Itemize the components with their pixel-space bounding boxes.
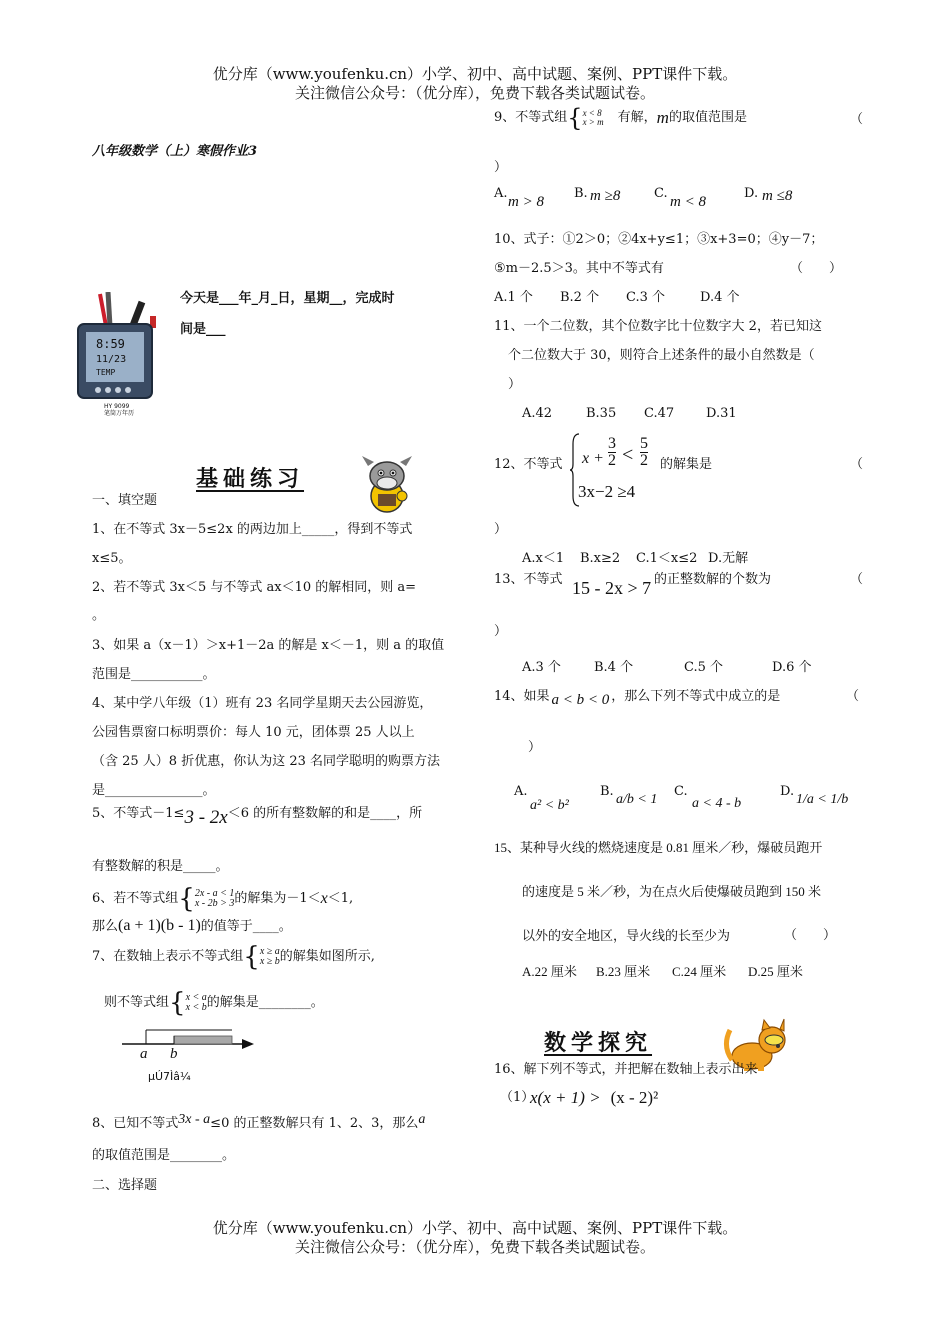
q5-expression: 3 - 2x <box>184 807 228 828</box>
section-basic-title: 基础练习 <box>196 466 305 492</box>
q1-line-2: x≤5。 <box>92 551 132 566</box>
q7-label-a: a <box>140 1046 148 1062</box>
section-explore-title: 数学探究 <box>544 1030 653 1056</box>
q13-option-a: A.3 个 <box>522 660 561 675</box>
q9-option-a: m > 8 <box>508 194 544 210</box>
q13-option-d: D.6 个 <box>772 660 812 675</box>
q11-option-c: C.47 <box>644 406 675 421</box>
q5-line-1: 5、不等式－1≤3 - 2x＜6 的所有整数解的和是____，所 <box>92 806 423 828</box>
q13-option-b: B.4 个 <box>594 660 634 675</box>
q6-brace: { <box>178 884 195 914</box>
q12-paren-close: ） <box>494 522 508 537</box>
date-prompt-line-2: 间是___ <box>180 322 226 337</box>
q15-option-d: D.25 厘米 <box>748 964 803 979</box>
q14-line-1: 14、如果 a < b < 0 ，那么下列不等式中成立的是 <box>494 689 781 708</box>
q1-line-1: 1、在不等式 3x－5≤2x 的两边加上_____，得到不等式 <box>92 522 413 537</box>
footer-line-1: 优分库（www.youfenku.cn）小学、初中、高中试题、案例、PPT课件下载。 <box>212 1219 738 1237</box>
q10-option-d: D.4 个 <box>700 290 740 305</box>
doc-title: 八年级数学（上）寒假作业3 <box>92 144 258 159</box>
q8-line-1: 8、已知不等式3x - a≤0 的正整数解只有 1、2、3，那么a <box>92 1112 426 1131</box>
q2-line-2: 。 <box>92 608 106 623</box>
q15-option-b: B.23 厘米 <box>596 964 651 979</box>
q7-system-line-3: x < a <box>185 992 207 1003</box>
q6-line-2: 那么(a + 1)(b - 1)的值等于____。 <box>92 917 292 934</box>
q9-option-d: m ≤8 <box>762 188 793 204</box>
q14-expression: a < b < 0 <box>551 692 610 708</box>
q14-paren-close: ） <box>528 740 542 755</box>
header-line-2: 关注微信公众号：（优分库），免费下载各类试题试卷。 <box>294 84 655 102</box>
q7-system-line-2: x ≥ b <box>259 956 280 967</box>
q13-pre: 13、不等式 <box>494 572 563 587</box>
q9-paren-close: ） <box>494 160 508 175</box>
q11-line-2: 个二位数大于 30，则符合上述条件的最小自然数是（ <box>508 348 815 363</box>
q6-system-line-2: x - 2b > 3 <box>194 898 235 909</box>
q8-expression: 3x - a <box>178 1112 211 1127</box>
q15-line-3: 以外的安全地区，导火线的长至少为 <box>522 928 731 943</box>
q11-line-1: 11、一个二位数，其个位数字比十位数字大 2，若已知这 <box>494 319 822 334</box>
header-line-1: 优分库（www.youfenku.cn）小学、初中、高中试题、案例、PPT课件下载。 <box>212 65 738 83</box>
q6-line-1: 6、若不等式组{ 2x - a < 1 x - 2b > 3 的解集为－1＜x＜1, <box>92 884 354 914</box>
q15-option-a: A.22 厘米 <box>522 964 577 979</box>
q8-line-2: 的取值范围是________。 <box>92 1148 236 1163</box>
clock-caption: HY 9099 <box>104 403 130 410</box>
footer-line-2: 关注微信公众号：（优分库），免费下载各类试题试卷。 <box>294 1238 655 1256</box>
part1-heading: 一、填空题 <box>92 493 158 508</box>
q13-paren-open: （ <box>850 572 864 587</box>
q14-paren-open: （ <box>846 689 860 704</box>
clock-caption-2: 笔筒万年历 <box>104 410 135 416</box>
q10-line-1: 10、式子：①2＞0；②4x+y≤1；③x+3=0；④y－7； <box>494 232 824 247</box>
q9-option-c: m < 8 <box>670 194 706 210</box>
q14-option-d: 1/a < 1/b <box>796 792 849 807</box>
q9-paren-open: （ <box>850 112 864 127</box>
clock-extra: TEMP <box>96 368 116 377</box>
q15-paren: （ ） <box>784 928 837 943</box>
q3-line-2: 范围是___________。 <box>92 667 216 682</box>
q12-system-line-2: 3x−2 ≥4 <box>578 482 636 501</box>
q10-paren: （ ） <box>790 261 843 276</box>
q12-option-b: B.x≥2 <box>580 551 621 566</box>
q9-option-b: m ≥8 <box>590 188 621 204</box>
q6-expression: (a + 1)(b - 1) <box>118 917 201 934</box>
q4-line-2: 公园售票窗口标明票价：每人 10 元，团体票 25 人以上 <box>92 725 415 740</box>
q12-option-a: A.x＜1 <box>522 551 565 566</box>
clock-time: 8:59 <box>96 337 125 351</box>
q12-option-d: D.无解 <box>708 551 749 566</box>
clock-pen-holder-image <box>62 292 162 416</box>
q12-post: 的解集是 <box>660 457 713 472</box>
q14-option-a: a² < b² <box>530 798 569 813</box>
cow-mascot-icon <box>360 452 414 516</box>
q12-paren-open: （ <box>850 457 864 472</box>
q12-system: x + $\frac{3}{2}$ < $\frac{5}{2}$ 3x−2 ≥4 <box>570 432 660 508</box>
q13-paren-close: ） <box>494 624 508 639</box>
q11-option-b: B.35 <box>586 406 617 421</box>
q4-line-3: （含 25 人）8 折优惠，你认为这 23 名同学聪明的购票方法 <box>92 754 441 769</box>
q7-system-line-4: x < b <box>185 1002 207 1013</box>
q14-option-c: a < 4 - b <box>692 796 742 811</box>
q15-line-2: 的速度是 5 米／秒，为在点火后使爆破员跑到 150 米 <box>522 884 822 899</box>
q4-line-1: 4、某中学八年级（1）班有 23 名同学星期天去公园游览， <box>92 696 433 711</box>
q10-option-c: C.3 个 <box>626 290 666 305</box>
q14-option-b: a/b < 1 <box>616 792 658 807</box>
q14-options: A. a² < b² B. a/b < 1 C. a < 4 - b D. 1/a < 1/b <box>514 784 849 813</box>
q7-figure-caption: µÚ7Ìâ¼ <box>148 1070 191 1083</box>
clock-date: 11/23 <box>96 354 127 365</box>
q7-line-1: 7、在数轴上表示不等式组{ x ≥ a x ≥ b 的解集如图所示, <box>92 942 375 972</box>
q9-system-line-1: x < 8 <box>582 108 602 118</box>
q16-sub-label: （1） <box>500 1090 535 1105</box>
q12-pre: 12、不等式 <box>494 457 563 472</box>
q15-option-c: C.24 厘米 <box>672 964 727 979</box>
q13-expression: 15 - 2x > 7 <box>572 578 652 598</box>
q13-post: 的正整数解的个数为 <box>654 572 772 587</box>
q2-line-1: 2、若不等式 3x＜5 与不等式 ax＜10 的解相同，则 a= <box>92 580 417 595</box>
q10-option-a: A.1 个 <box>494 290 533 305</box>
date-prompt-line-1: 今天是___年_月_日，星期__，完成时 <box>180 291 395 306</box>
q7-line-2: 则不等式组{ x < a x < b 的解集是________。 <box>104 988 324 1018</box>
q16-line-1: 16、解下列不等式，并把解在数轴上表示出来 <box>494 1062 758 1077</box>
q9-line-1: 9、不等式组{ x < 8 x > m 有解，m的取值范围是 <box>494 104 747 132</box>
q11-line-3: ） <box>508 377 522 392</box>
q7-system-line-1: x ≥ a <box>259 946 280 957</box>
q3-line-1: 3、如果 a（x－1）＞x+1－2a 的解是 x＜－1，则 a 的取值 <box>92 638 445 653</box>
q6-system-line-1: 2x - a < 1 <box>194 888 235 899</box>
q4-line-4: 是_______________。 <box>92 783 216 798</box>
q16-expression-left: x(x + 1) > (x - 2)² <box>530 1088 659 1107</box>
q11-option-a: A.42 <box>522 406 553 421</box>
q7-label-b: b <box>170 1046 178 1062</box>
q5-line-2: 有整数解的积是_____。 <box>92 859 229 874</box>
q12-option-c: C.1＜x≤2 <box>636 551 698 566</box>
part2-heading: 二、选择题 <box>92 1178 158 1193</box>
q11-option-d: D.31 <box>706 406 737 421</box>
q10-option-b: B.2 个 <box>560 290 600 305</box>
q9-options: A. m > 8 B. m ≥8 C. m < 8 D. m ≤8 <box>494 186 793 210</box>
q13-option-c: C.5 个 <box>684 660 724 675</box>
q10-line-2: ⑤m－2.5＞3。其中不等式有 <box>494 261 664 276</box>
q9-system-line-2: x > m <box>582 117 604 127</box>
q15-line-1: 15、某种导火线的燃烧速度是 0.81 厘米／秒，爆破员跑开 <box>494 840 823 855</box>
